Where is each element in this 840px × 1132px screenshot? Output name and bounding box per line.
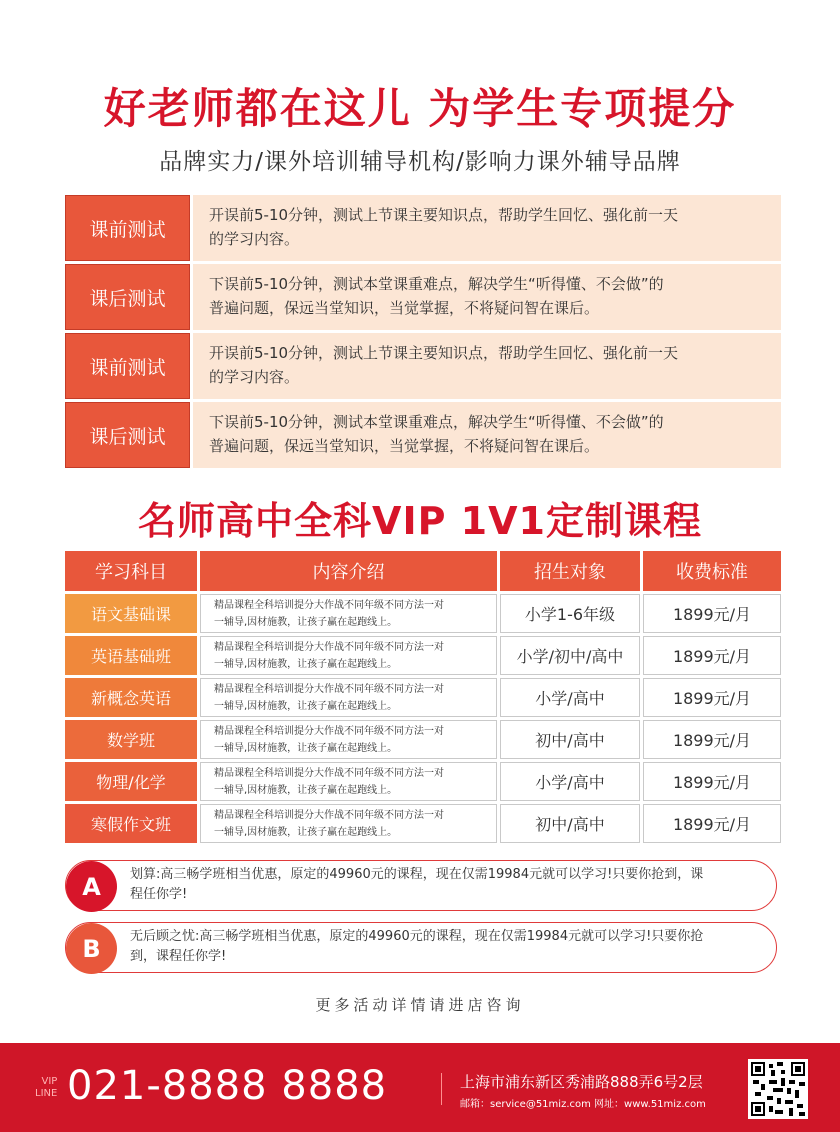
test-label: 课前测试 bbox=[65, 333, 190, 399]
test-description-line: 下误前5-10分钟，测试本堂课重难点，解决学生“听得懂、不会做”的 bbox=[209, 275, 664, 293]
test-description bbox=[193, 402, 781, 468]
test-description-line: 开误前5-10分钟，测试上节课主要知识点，帮助学生回忆、强化前一天 bbox=[209, 206, 679, 224]
course-name: 英语基础班 bbox=[65, 636, 197, 675]
course-target: 初中/高中 bbox=[500, 804, 640, 843]
header-intro: 内容介绍 bbox=[200, 551, 497, 591]
header-price: 收费标准 bbox=[643, 551, 781, 591]
note-text bbox=[130, 927, 762, 967]
course-intro-line: 精品课程全科培训提分大作战不同年级不同方法一对 bbox=[214, 641, 444, 653]
note-text-line: 无后顾之忧:高三畅学班相当优惠，原定的49960元的课程，现在仅需19984元就可以学习!只要你抢 bbox=[130, 929, 704, 944]
test-description-line: 下误前5-10分钟，测试本堂课重难点，解决学生“听得懂、不会做”的 bbox=[209, 413, 664, 431]
test-description-line: 的学习内容。 bbox=[209, 368, 300, 386]
main-subtitle: 品牌实力/课外培训辅导机构/影响力课外辅导品牌 bbox=[159, 149, 681, 175]
course-name: 数学班 bbox=[65, 720, 197, 759]
course-intro-line: 一辅导,因材施教，让孩子赢在起跑线上。 bbox=[214, 658, 398, 670]
table-header bbox=[65, 551, 781, 591]
vip-label-line: VIP bbox=[41, 1076, 58, 1087]
course-intro-line: 精品课程全科培训提分大作战不同年级不同方法一对 bbox=[214, 809, 444, 821]
test-label: 课后测试 bbox=[65, 264, 190, 330]
header-target: 招生对象 bbox=[500, 551, 640, 591]
test-description bbox=[193, 195, 781, 261]
table-row bbox=[65, 594, 781, 633]
course-price: 1899元/月 bbox=[643, 636, 781, 675]
test-description-line: 普遍问题，保远当堂知识，当觉掌握，不将疑问智在课后。 bbox=[209, 437, 600, 455]
test-list bbox=[65, 195, 781, 471]
course-intro-line: 精品课程全科培训提分大作战不同年级不同方法一对 bbox=[214, 767, 444, 779]
course-intro-line: 一辅导,因材施教，让孩子赢在起跑线上。 bbox=[214, 616, 398, 628]
course-target: 小学/初中/高中 bbox=[500, 636, 640, 675]
table-row bbox=[65, 636, 781, 675]
test-label: 课后测试 bbox=[65, 402, 190, 468]
course-name: 新概念英语 bbox=[65, 678, 197, 717]
course-table bbox=[65, 551, 781, 846]
course-intro bbox=[200, 720, 497, 759]
note-text-line: 划算:高三畅学班相当优惠，原定的49960元的课程，现在仅需19984元就可以学习!只要你抢到，课 bbox=[130, 867, 704, 882]
course-name: 物理/化学 bbox=[65, 762, 197, 801]
course-price: 1899元/月 bbox=[643, 594, 781, 633]
vip-label-line: LINE bbox=[35, 1088, 58, 1099]
table-row bbox=[65, 762, 781, 801]
course-target: 小学/高中 bbox=[500, 678, 640, 717]
course-target: 初中/高中 bbox=[500, 720, 640, 759]
note-letter-badge: A bbox=[66, 861, 117, 912]
test-row bbox=[65, 333, 781, 399]
course-target: 小学1-6年级 bbox=[500, 594, 640, 633]
test-row bbox=[65, 195, 781, 261]
test-description bbox=[193, 333, 781, 399]
course-intro bbox=[200, 594, 497, 633]
offer-note-a bbox=[65, 860, 777, 911]
course-price: 1899元/月 bbox=[643, 720, 781, 759]
test-description bbox=[193, 264, 781, 330]
test-description-line: 普遍问题，保远当堂知识，当觉掌握，不将疑问智在课后。 bbox=[209, 299, 600, 317]
course-intro-line: 一辅导,因材施教，让孩子赢在起跑线上。 bbox=[214, 784, 398, 796]
header-subject: 学习科目 bbox=[65, 551, 197, 591]
course-intro bbox=[200, 636, 497, 675]
note-text bbox=[130, 865, 762, 905]
course-price: 1899元/月 bbox=[643, 762, 781, 801]
footer-bar bbox=[0, 1043, 840, 1132]
course-intro-line: 一辅导,因材施教，让孩子赢在起跑线上。 bbox=[214, 826, 398, 838]
table-row bbox=[65, 804, 781, 843]
course-intro-line: 一辅导,因材施教，让孩子赢在起跑线上。 bbox=[214, 742, 398, 754]
course-price: 1899元/月 bbox=[643, 678, 781, 717]
vip-line-label bbox=[35, 1076, 57, 1100]
course-target: 小学/高中 bbox=[500, 762, 640, 801]
course-price: 1899元/月 bbox=[643, 804, 781, 843]
phone-number[interactable]: 021-8888 8888 bbox=[67, 1063, 388, 1109]
course-intro bbox=[200, 804, 497, 843]
test-label: 课前测试 bbox=[65, 195, 190, 261]
table-row bbox=[65, 678, 781, 717]
more-info-text: 更多活动详情请进店咨询 bbox=[315, 996, 525, 1014]
course-name: 寒假作文班 bbox=[65, 804, 197, 843]
test-row bbox=[65, 264, 781, 330]
qr-code-graphic bbox=[751, 1062, 805, 1116]
note-text-line: 程任你学! bbox=[130, 887, 188, 902]
course-name: 语文基础课 bbox=[65, 594, 197, 633]
course-intro-line: 精品课程全科培训提分大作战不同年级不同方法一对 bbox=[214, 599, 444, 611]
qr-code-icon bbox=[748, 1059, 808, 1119]
course-intro bbox=[200, 762, 497, 801]
course-intro-line: 精品课程全科培训提分大作战不同年级不同方法一对 bbox=[214, 683, 444, 695]
test-description-line: 的学习内容。 bbox=[209, 230, 300, 248]
table-row bbox=[65, 720, 781, 759]
test-description-line: 开误前5-10分钟，测试上节课主要知识点，帮助学生回忆、强化前一天 bbox=[209, 344, 679, 362]
course-intro-line: 精品课程全科培训提分大作战不同年级不同方法一对 bbox=[214, 725, 444, 737]
course-section-title: 名师高中全科VIP 1V1定制课程 bbox=[138, 499, 702, 543]
note-text-line: 到，课程任你学! bbox=[130, 949, 227, 964]
main-title: 好老师都在这儿 为学生专项提分 bbox=[103, 84, 737, 133]
note-letter-badge: B bbox=[66, 923, 117, 974]
footer-divider bbox=[441, 1073, 442, 1105]
offer-note-b bbox=[65, 922, 777, 973]
test-row bbox=[65, 402, 781, 468]
contact-info[interactable]: 邮箱：service@51miz.com 网址：www.51miz.com bbox=[460, 1099, 706, 1110]
course-intro-line: 一辅导,因材施教，让孩子赢在起跑线上。 bbox=[214, 700, 398, 712]
address: 上海市浦东新区秀浦路888弄6号2层 bbox=[460, 1073, 703, 1091]
course-intro bbox=[200, 678, 497, 717]
